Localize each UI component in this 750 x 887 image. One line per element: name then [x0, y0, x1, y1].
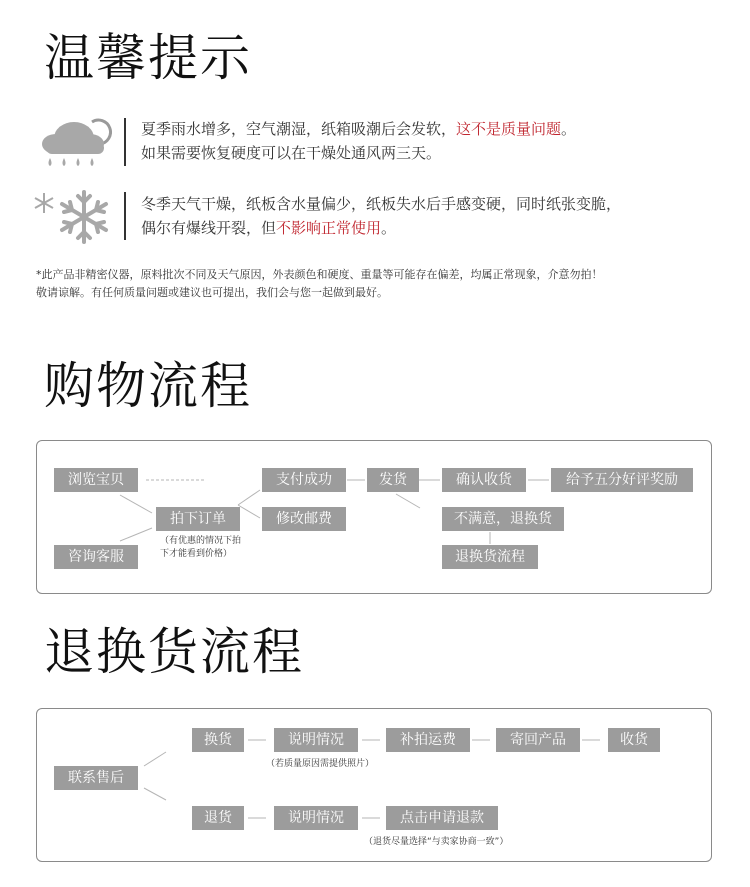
step-receive-goods: 收货 — [608, 728, 660, 752]
step-pay-shipping: 补拍运费 — [386, 728, 470, 752]
step-return-flow: 退换货流程 — [442, 545, 538, 569]
order-note-line2: 下才能看到价格） — [160, 549, 233, 559]
order-note-line1: （有优惠的情况下拍 — [160, 536, 242, 546]
step-consult-service: 咨询客服 — [54, 545, 138, 569]
tips-note-line2: 敬请谅解。有任何质量问题或建议也可提出，我们会与您一起做到最好。 — [36, 286, 388, 299]
step-send-back: 寄回产品 — [496, 728, 580, 752]
step-confirm-receipt: 确认收货 — [442, 468, 526, 492]
step-exchange: 换货 — [192, 728, 244, 752]
step-modify-postage: 修改邮费 — [262, 507, 346, 531]
step-ship: 发货 — [367, 468, 419, 492]
step-refund: 退货 — [192, 806, 244, 830]
refund-note: （退货尽量选择“与卖家协商一致”） — [364, 837, 509, 847]
step-explain-refund: 说明情况 — [274, 806, 358, 830]
shopping-title: 购物流程 — [44, 357, 252, 415]
step-place-order: 拍下订单 — [156, 507, 240, 531]
returns-title: 退换货流程 — [44, 623, 304, 681]
step-apply-refund: 点击申请退款 — [386, 806, 498, 830]
summer-tip-highlight: 这不是质量问题 — [456, 120, 562, 138]
step-payment-success: 支付成功 — [262, 468, 346, 492]
step-contact-aftersales: 联系售后 — [54, 766, 138, 790]
exchange-note: （若质量原因需提供照片） — [266, 759, 375, 769]
step-explain-exchange: 说明情况 — [274, 728, 358, 752]
summer-tip-line1: 夏季雨水增多，空气潮湿，纸箱吸潮后会发软，这不是质量问题。 — [141, 120, 577, 138]
step-five-star-reward: 给予五分好评奖励 — [551, 468, 693, 492]
summer-tip-line2: 如果需要恢复硬度可以在干燥处通风两三天。 — [141, 144, 442, 162]
winter-tip-line2: 偶尔有爆线开裂，但不影响正常使用。 — [141, 219, 397, 237]
step-unsatisfied-return: 不满意，退换货 — [442, 507, 564, 531]
step-browse: 浏览宝贝 — [54, 468, 138, 492]
tips-title: 温馨提示 — [44, 29, 252, 87]
tips-note-line1: *此产品非精密仪器，原料批次不同及天气原因，外表颜色和硬度、重量等可能存在偏差，均属正常现象，介意勿拍！ — [36, 268, 603, 281]
winter-tip-highlight: 不影响正常使用 — [276, 219, 382, 237]
winter-tip-line1: 冬季天气干燥，纸板含水量偏少，纸板失水后手感变硬，同时纸张变脆， — [141, 195, 622, 213]
